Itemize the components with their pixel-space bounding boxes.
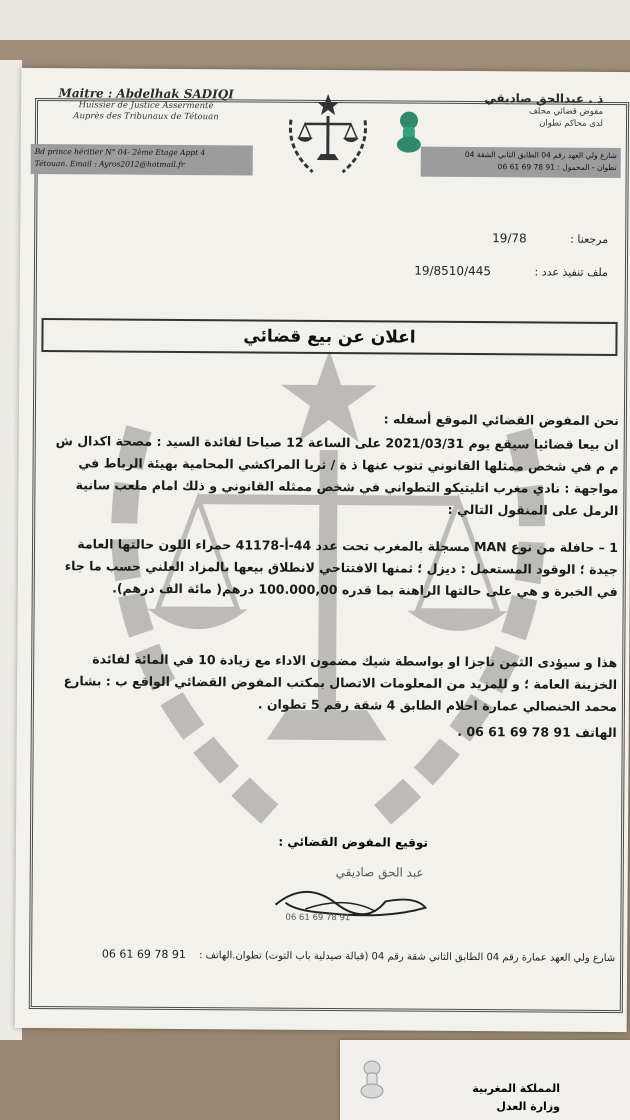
pushpin-clear-icon (360, 1060, 384, 1100)
body-payment-terms: هذا و سيؤدى الثمن ناجزا او بواسطة شيك مضمون الاداء مع زيادة 10 في المائة لفائدة الخزينة العامة ؛ و للمزيد من المعلومات الاتصال بمكتب المفوض القضائي الواقع ب : بشارع محمد الحنصالي عمارة احلام الطابق 4 شقة رقم 5 تطوان . (63, 651, 618, 715)
our-reference-label: مرجعنا : (570, 232, 609, 246)
wall-background (0, 0, 630, 40)
file-number (414, 264, 608, 279)
ministry-label: وزارة العدل (496, 1100, 560, 1113)
header-right (403, 91, 603, 130)
kingdom-label: المملكة المغربية (472, 1082, 560, 1095)
bailiff-name-latin: Maitre : Abdelhak SADIQI (58, 86, 234, 102)
bailiff-court-latin: Auprès des Tribunaux de Tétouan (73, 111, 219, 123)
stamp-phone: 06 61 69 78 91 (285, 912, 351, 924)
address-latin-line1: Bd prince héritier N° 04- 2ème Etage Appt 4 (34, 146, 206, 158)
file-number-value: 19/8510/445 (414, 263, 492, 279)
body-sale-details: ان بيعا قضائيا سيقع يوم 2021/03/31 على الساعة 12 صباحا لفائدة السيد : مصحة اكدال ش م م في شخص ممثلها القانوني تنوب عنها ذ ة / ثريا المراكشي المحامية بهيئة الرباط في مواجهة : نادي مغرب اتليتيكو التطواني في شخص ممثله القانوني و ذلك امام ملعب سانية الرمل على المنقول التالي : (55, 433, 619, 519)
address-arabic (421, 147, 621, 178)
address-latin-line2: Tétouan. Email : Ayros2012@hotmail.fr (34, 158, 185, 170)
our-reference (492, 231, 608, 246)
file-number-label: ملف تنفيذ عدد : (534, 265, 608, 279)
our-reference-value: 19/78 (492, 231, 527, 246)
address-arabic-line2: تطوان - المحمول : 91 78 69 61 06 (497, 162, 617, 173)
notice-document (15, 68, 630, 1032)
footer-phone: 91 78 69 61 06 (101, 947, 186, 962)
header-left (41, 86, 251, 123)
address-latin (31, 144, 253, 176)
scales-emblem-icon (283, 90, 374, 181)
body-intro: نحن المفوض القضائي الموقع أسفله : (383, 411, 619, 429)
bailiff-title-arabic: مفوض قضائي محلف (528, 106, 604, 117)
bailiff-court-arabic: لدى محاكم تطوان (539, 118, 604, 129)
signature-label: توقيع المفوض القضائي : (278, 834, 429, 850)
footer-address-text: شارع ولي العهد عمارة رقم 04 الطابق الثاني شقة رقم 04 (قبالة صيدلية باب التوت) تطوان.الهاتف : (199, 950, 616, 965)
bailiff-name-arabic: ذ . عبدالحق صاديقي (484, 91, 604, 106)
signature-stamp (265, 865, 435, 936)
bailiff-title-latin: Huissier de Justice Assermenté (78, 100, 214, 112)
address-arabic-line1: شارع ولي العهد رقم 04 الطابق الثاني الشقة 04 (464, 149, 617, 161)
handwritten-signature-icon (265, 875, 435, 936)
body-item-description: 1 – حافلة من نوع MAN مسجلة بالمغرب تحت عدد 44-أ-41178 حمراء اللون حالتها العامة جيدة ؛ الوقود المستعمل : ديزل ؛ ثمنها الافتتاحي لانطلاق بيعها بالمزاد العلني حسب ما جاء في الخبرة و هي على حالتها الراهنة بما قدره 100.000,00 درهم( مائة الف درهم). (64, 536, 619, 600)
notice-title: اعلان عن بيع قضائي (41, 318, 617, 356)
stamp-name: عبد الحق صاديقي (335, 865, 424, 880)
body-phone: الهاتف 91 78 69 61 06 . (457, 723, 617, 741)
